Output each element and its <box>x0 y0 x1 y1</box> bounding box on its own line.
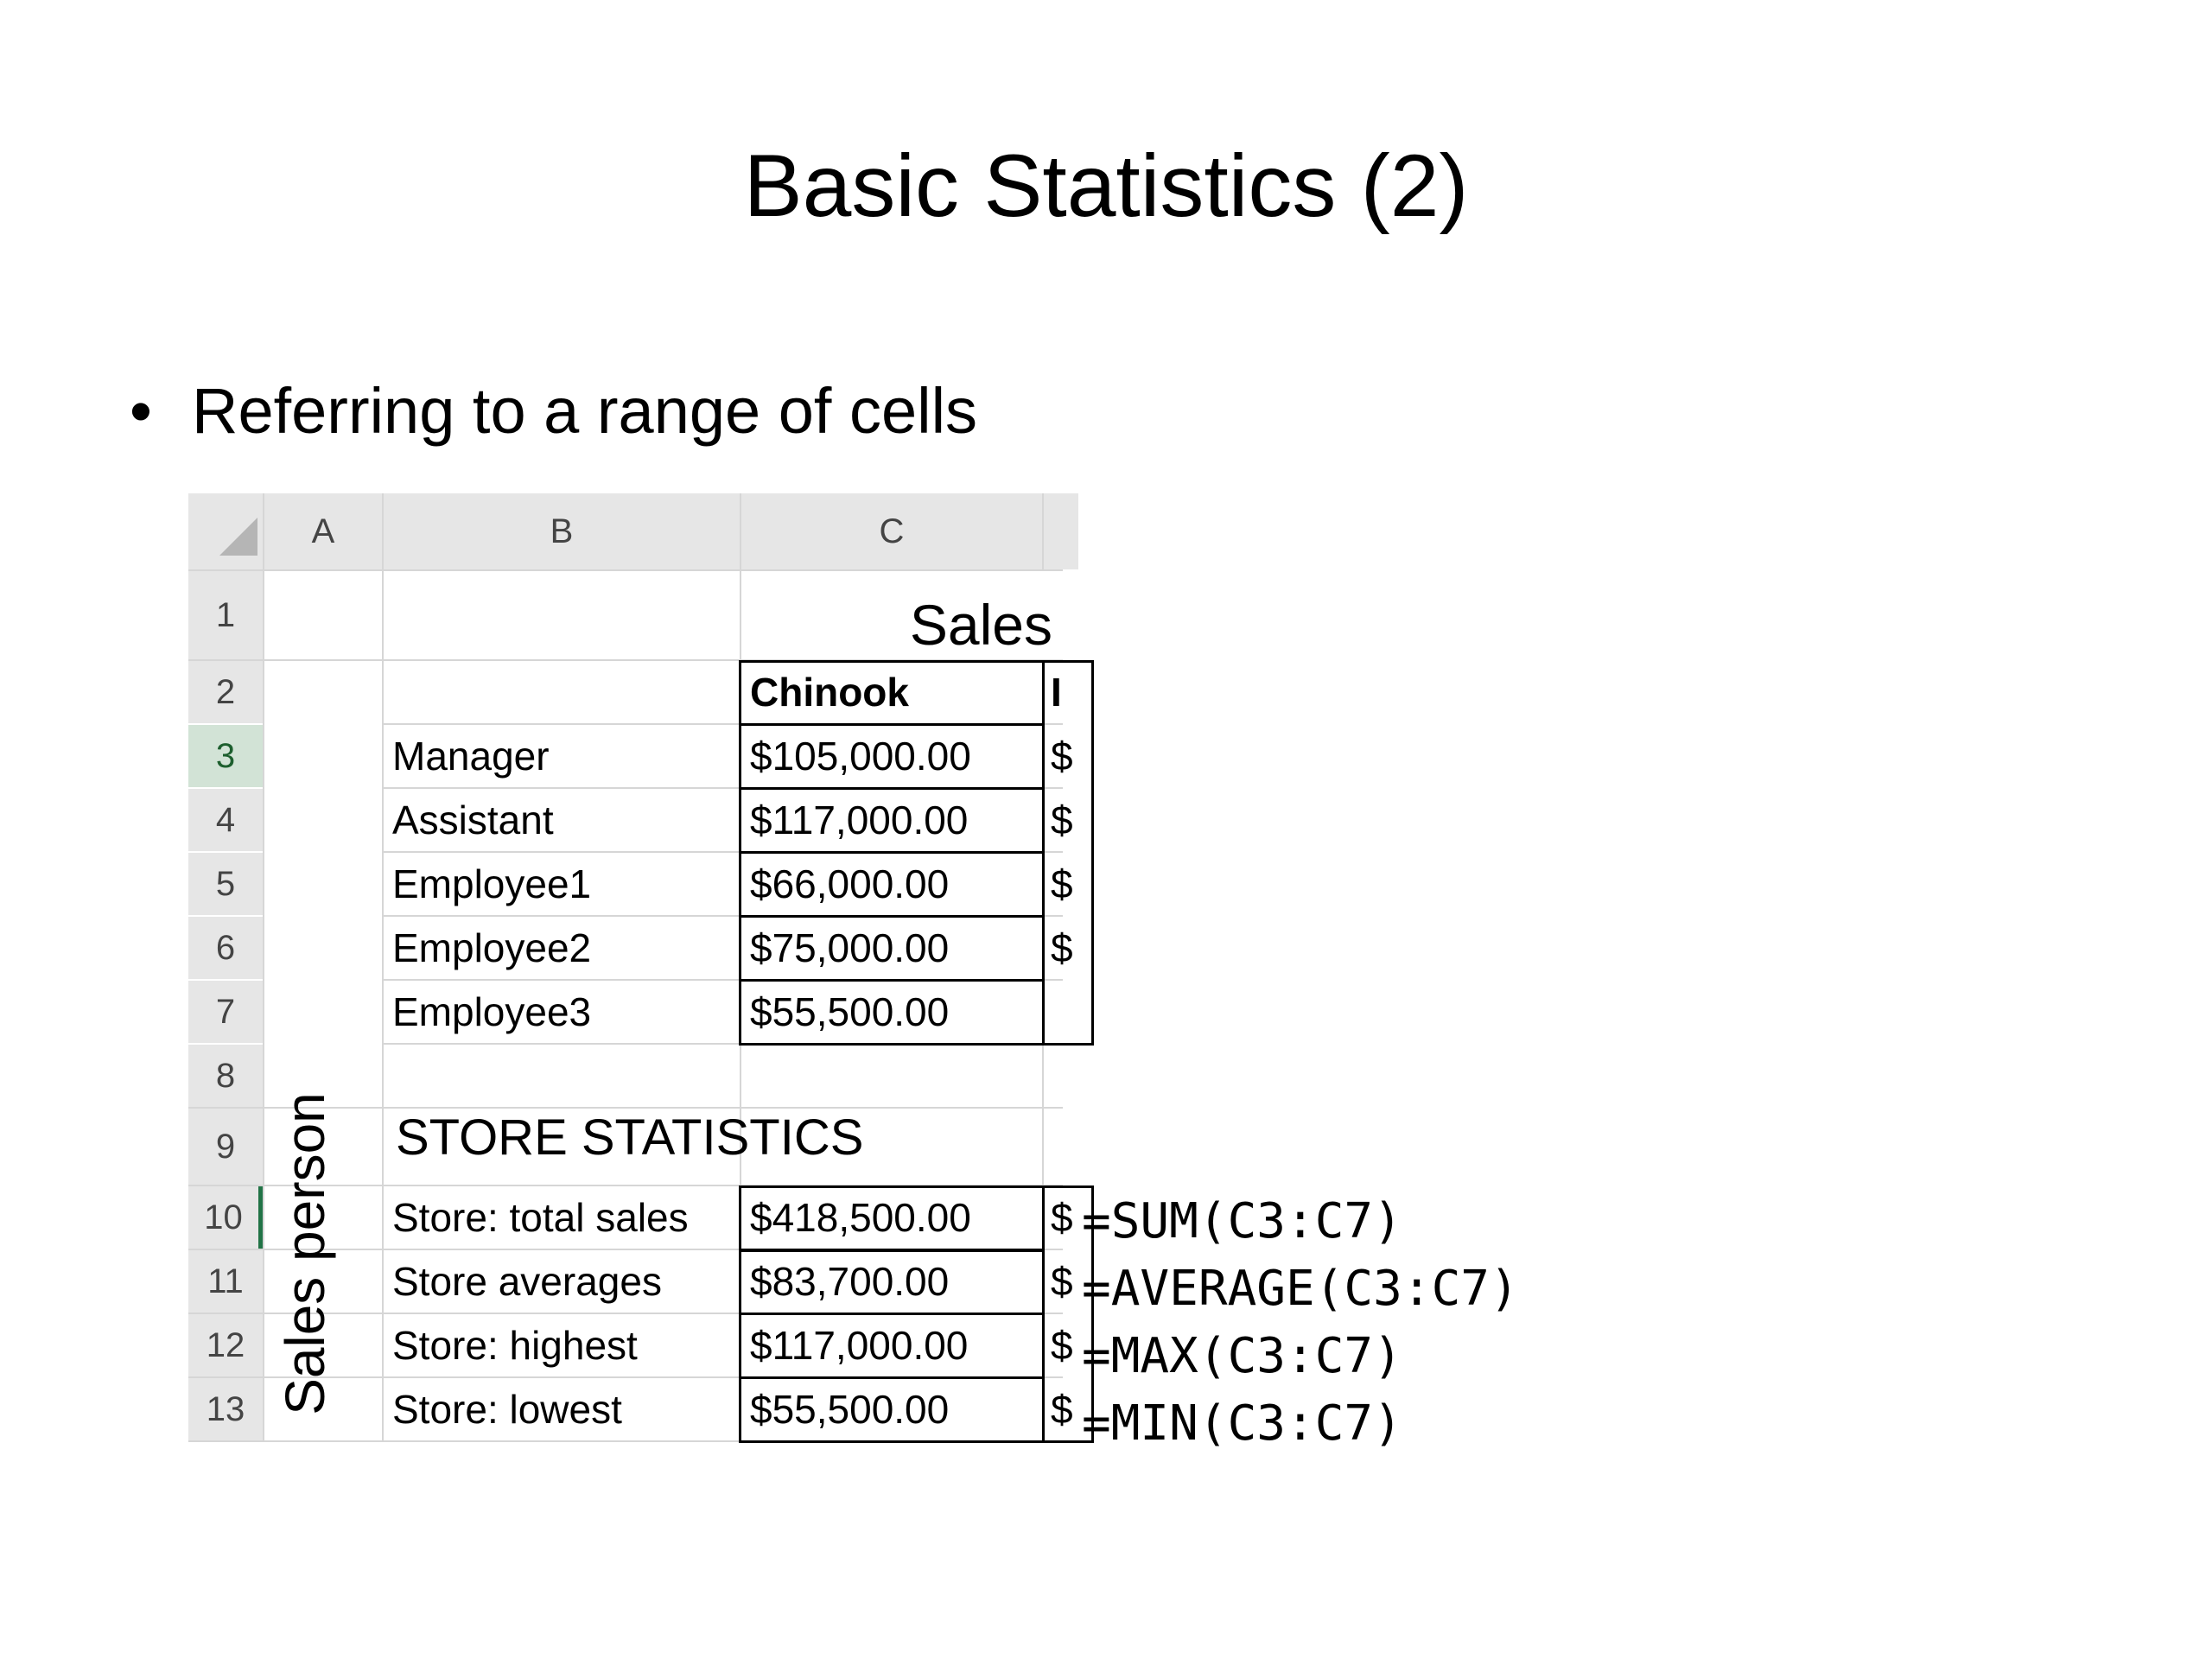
cell-b10[interactable]: Store: total sales <box>392 1195 689 1240</box>
row-header-10[interactable]: 10 <box>188 1186 263 1249</box>
cell-d12-clipped: $ <box>1051 1323 1073 1368</box>
row-header-9[interactable]: 9 <box>188 1109 263 1185</box>
spreadsheet-snapshot: A B C 1 2 3 4 5 6 7 8 9 10 11 12 13 Sales person Sales Chinook I Manager $105,000.00 $ Assistant $117,000.00 $ Employee1 $66,000.00 $ Employee2 $75,000.00 $ Employee3 $55,500.00 STORE STATISTICS Store: total sales $418,500.00 $ Store averages $83,700.00 $ Store: highest $117,000.00 $ Store: lowest $55,500.00 $ <box>188 493 1063 1442</box>
sales-title: Sales <box>909 593 1052 657</box>
cell-c4[interactable]: $117,000.00 <box>750 798 969 842</box>
cell-c7[interactable]: $55,500.00 <box>750 989 950 1034</box>
cell-c2[interactable]: Chinook <box>750 670 909 715</box>
row-header-6[interactable]: 6 <box>188 917 263 979</box>
cell-b13[interactable]: Store: lowest <box>392 1387 622 1432</box>
row-header-11[interactable]: 11 <box>188 1250 263 1313</box>
row-header-2[interactable]: 2 <box>188 661 263 723</box>
cell-c11[interactable]: $83,700.00 <box>750 1259 950 1304</box>
cell-c12[interactable]: $117,000.00 <box>750 1323 969 1368</box>
row-header-12[interactable]: 12 <box>188 1314 263 1376</box>
cell-b5[interactable]: Employee1 <box>392 861 592 906</box>
row-header-1[interactable]: 1 <box>188 571 263 659</box>
cell-d5-clipped: $ <box>1051 861 1073 906</box>
corner-triangle-icon <box>219 518 257 556</box>
cell-d3-clipped: $ <box>1051 734 1073 779</box>
formula-min: =MIN(C3:C7) <box>1082 1395 1402 1452</box>
column-header-b[interactable]: B <box>384 493 740 569</box>
cell-c5[interactable]: $66,000.00 <box>750 861 950 906</box>
column-header-d[interactable] <box>1044 493 1078 569</box>
cell-b12[interactable]: Store: highest <box>392 1323 638 1368</box>
cell-d4-clipped: $ <box>1051 798 1073 842</box>
cell-d10-clipped: $ <box>1051 1195 1073 1240</box>
column-header-a[interactable]: A <box>264 493 382 569</box>
formula-sum: =SUM(C3:C7) <box>1082 1193 1402 1249</box>
cell-b7[interactable]: Employee3 <box>392 989 592 1034</box>
cell-c13[interactable]: $55,500.00 <box>750 1387 950 1432</box>
cell-d11-clipped: $ <box>1051 1259 1073 1304</box>
row-header-5[interactable]: 5 <box>188 853 263 915</box>
select-all-corner[interactable] <box>188 493 263 569</box>
cell-b6[interactable]: Employee2 <box>392 925 592 970</box>
slide-title: Basic Statistics (2) <box>743 137 1469 235</box>
row-header-4[interactable]: 4 <box>188 789 263 851</box>
store-statistics-title: STORE STATISTICS <box>396 1109 864 1166</box>
row-header-7[interactable]: 7 <box>188 981 263 1043</box>
column-header-c[interactable]: C <box>741 493 1042 569</box>
row-header-13[interactable]: 13 <box>188 1378 263 1440</box>
bullet-dot-icon: • <box>130 374 152 447</box>
bullet-item <box>130 367 977 454</box>
cell-d6-clipped: $ <box>1051 925 1073 970</box>
formula-max: =MAX(C3:C7) <box>1082 1328 1402 1384</box>
cell-d13-clipped: $ <box>1051 1387 1073 1432</box>
cell-c6[interactable]: $75,000.00 <box>750 925 950 970</box>
cell-b4[interactable]: Assistant <box>392 798 554 842</box>
formula-average: =AVERAGE(C3:C7) <box>1082 1261 1519 1317</box>
cell-c10[interactable]: $418,500.00 <box>750 1195 971 1240</box>
cell-border <box>1042 660 1094 1046</box>
cell-b3[interactable]: Manager <box>392 734 550 779</box>
bullet-text: Referring to a range of cells <box>192 374 978 447</box>
row-header-8[interactable]: 8 <box>188 1045 263 1107</box>
cell-d2-clipped: I <box>1051 670 1062 715</box>
row-header-3[interactable]: 3 <box>188 725 263 787</box>
merged-label-cell[interactable] <box>264 661 382 1105</box>
cell-c3[interactable]: $105,000.00 <box>750 734 971 779</box>
cell-b11[interactable]: Store averages <box>392 1259 662 1304</box>
